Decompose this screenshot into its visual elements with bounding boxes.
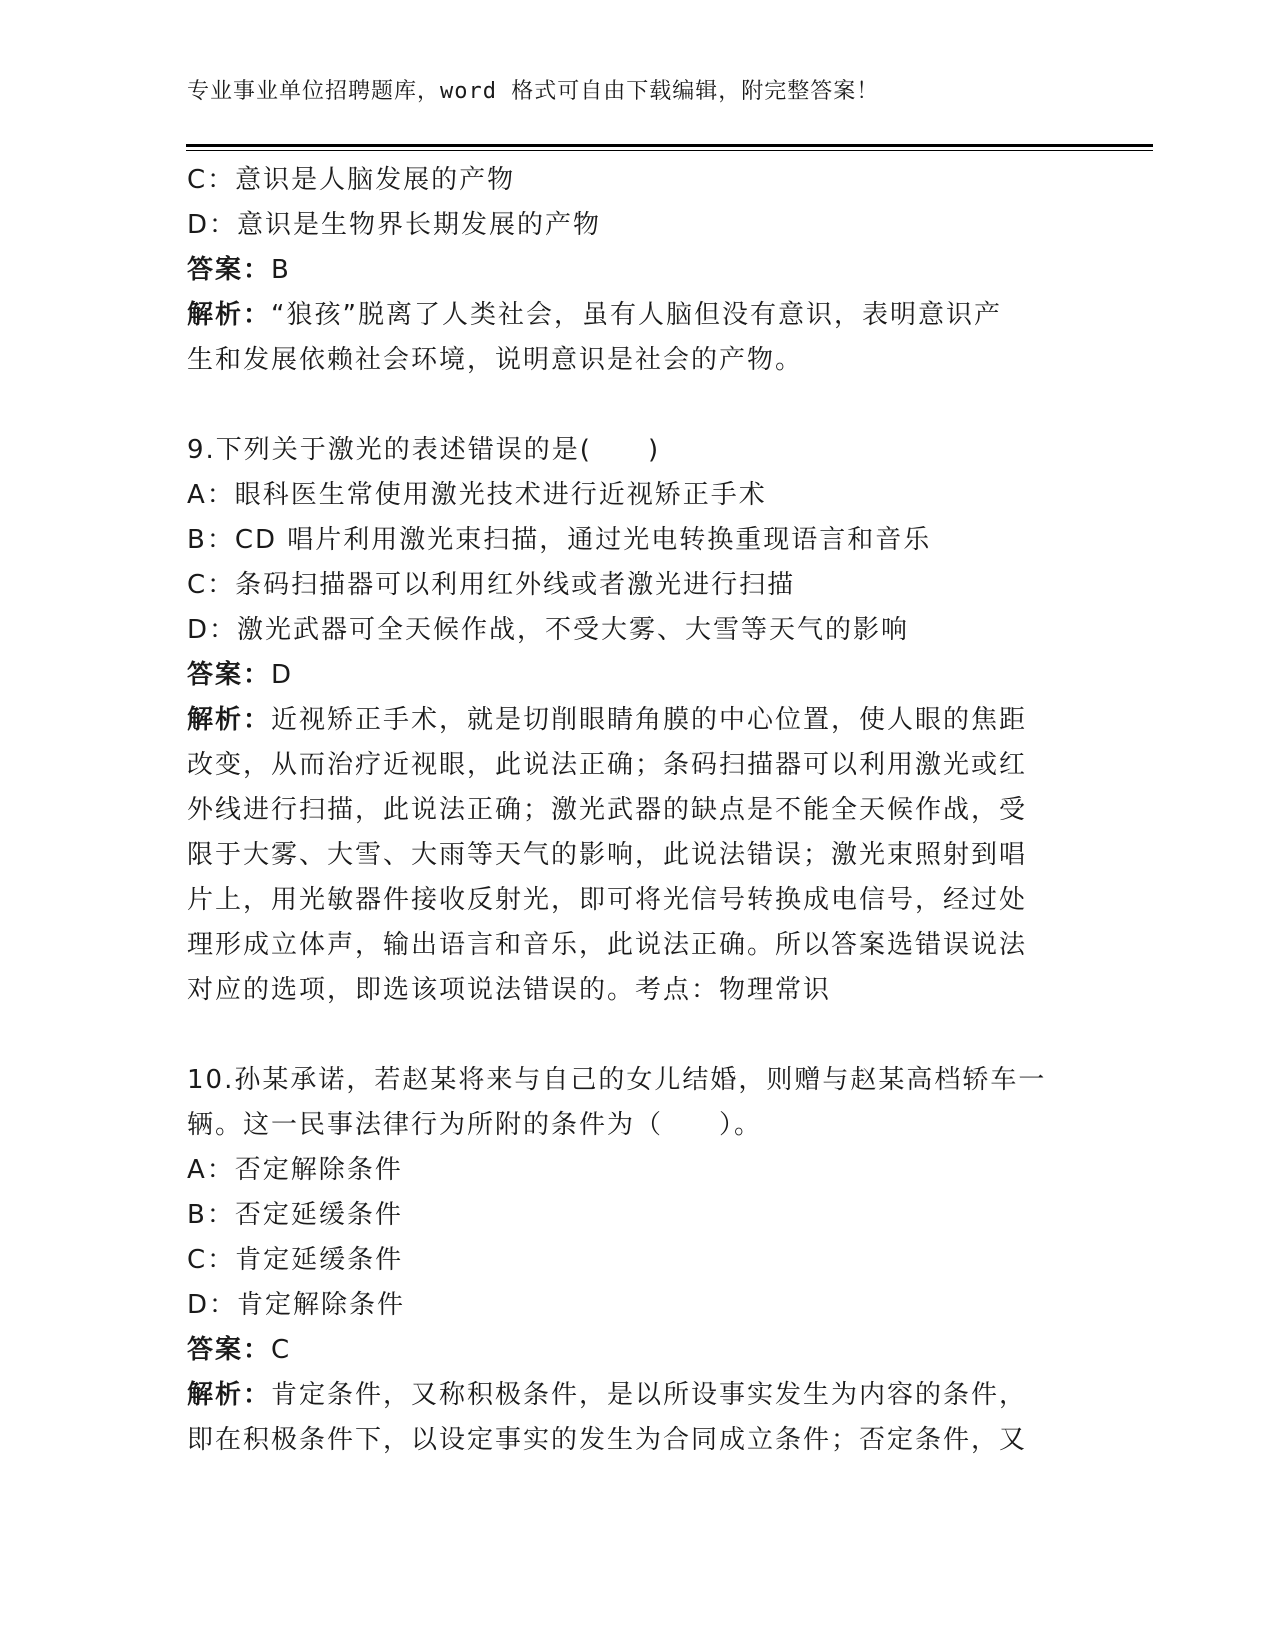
q10-answer [187,1328,1087,1373]
answer-value: B [271,255,291,285]
q8-explanation-line: 生和发展依赖社会环境，说明意识是社会的产物。 [187,345,804,375]
q10-explanation-line [187,1373,1087,1418]
answer-label: 答案： [187,660,272,690]
q9-question: 9.下列关于激光的表述错误的是( ) [187,435,661,465]
q8-option-d: D：意识是生物界长期发展的产物 [187,210,602,240]
explanation-label: 解析： [187,1380,272,1410]
q8-explanation-line [187,293,1087,338]
answer-value: D [271,660,294,690]
spacer [187,1013,1087,1058]
q10-option-d: D：肯定解除条件 [187,1290,406,1320]
explanation-text: 近视矫正手术，就是切削眼睛角膜的中心位置，使人眼的焦距 [271,705,1028,735]
q9-answer [187,653,1087,698]
q9-explanation-line [187,698,1087,743]
q9-explanation-line: 外线进行扫描，此说法正确；激光武器的缺点是不能全天候作战，受 [187,795,1028,825]
q10-option-a: A：否定解除条件 [187,1155,403,1185]
answer-value: C [271,1335,292,1365]
explanation-label: 解析： [187,705,272,735]
q9-explanation-line: 限于大雾、大雪、大雨等天气的影响，此说法错误；激光束照射到唱 [187,840,1028,870]
q9-explanation-line: 理形成立体声，输出语言和音乐，此说法正确。所以答案选错误说法 [187,930,1028,960]
document-body [187,158,1087,1463]
page-header-note: 专业事业单位招聘题库，word 格式可自由下载编辑，附完整答案！ [187,79,880,104]
explanation-text: “狼孩”脱离了人类社会，虽有人脑但没有意识，表明意识产 [271,300,1002,330]
explanation-text: 肯定条件，又称积极条件，是以所设事实发生为内容的条件， [271,1380,1028,1410]
q9-option-d: D：激光武器可全天候作战，不受大雾、大雪等天气的影响 [187,615,910,645]
q9-option-c: C：条码扫描器可以利用红外线或者激光进行扫描 [187,570,796,600]
q10-option-b: B：否定延缓条件 [187,1200,403,1230]
q9-explanation-line: 对应的选项，即选该项说法错误的。考点：物理常识 [187,975,832,1005]
q9-option-b: B：CD 唱片利用激光束扫描，通过光电转换重现语言和音乐 [187,525,932,555]
q8-option-c: C：意识是人脑发展的产物 [187,165,516,195]
spacer [187,383,1087,428]
q10-explanation-line: 即在积极条件下，以设定事实的发生为合同成立条件；否定条件，又 [187,1425,1028,1455]
header-rule-thin [186,150,1153,151]
header-rule-thick [186,144,1153,147]
q9-option-a: A：眼科医生常使用激光技术进行近视矫正手术 [187,480,767,510]
q8-answer [187,248,1087,293]
q9-explanation-line: 改变，从而治疗近视眼，此说法正确；条码扫描器可以利用激光或红 [187,750,1028,780]
q9-explanation-line: 片上，用光敏器件接收反射光，即可将光信号转换成电信号，经过处 [187,885,1028,915]
answer-label: 答案： [187,255,272,285]
q10-question-line: 10.孙某承诺，若赵某将来与自己的女儿结婚，则赠与赵某高档轿车一 [187,1065,1047,1095]
answer-label: 答案： [187,1335,272,1365]
q10-question-line: 辆。这一民事法律行为所附的条件为（ ）。 [187,1110,763,1140]
q10-option-c: C：肯定延缓条件 [187,1245,404,1275]
explanation-label: 解析： [187,300,272,330]
